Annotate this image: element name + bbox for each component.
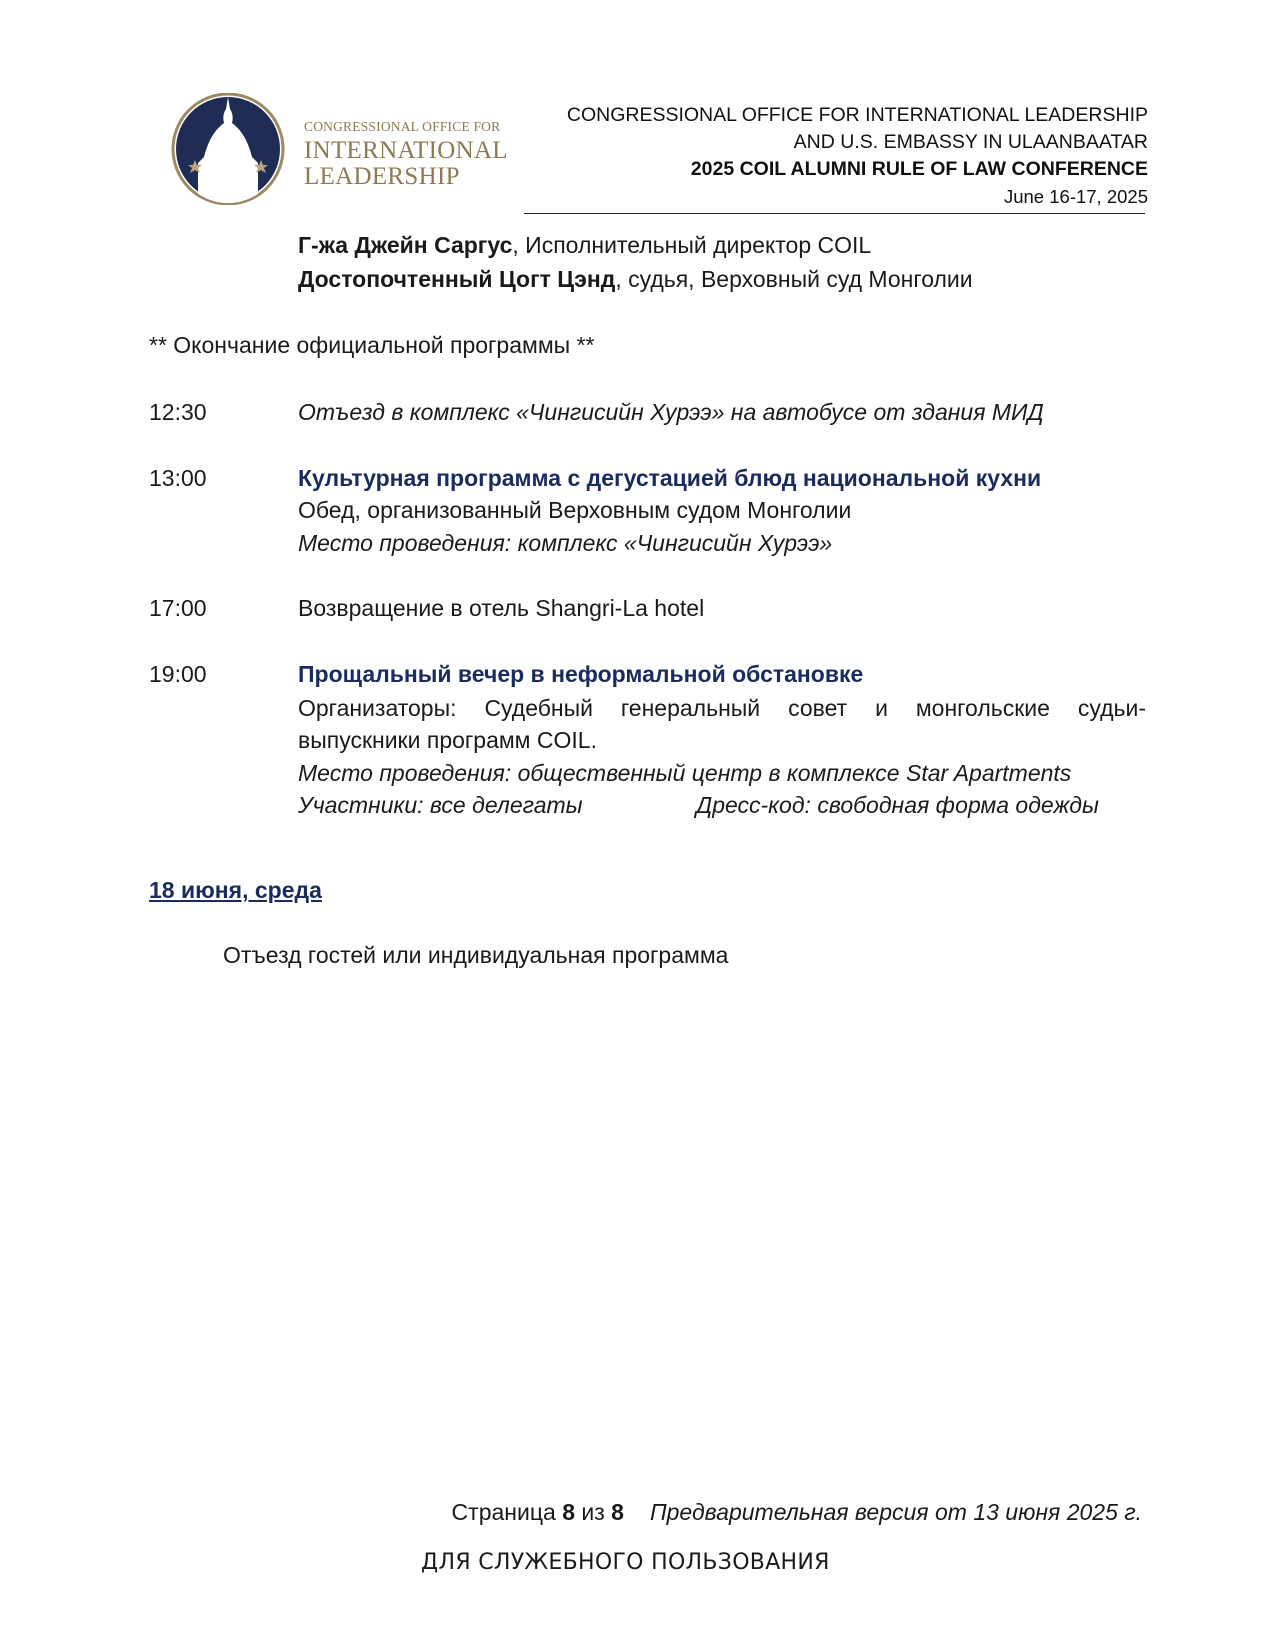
speaker-role: , судья, Верховный суд Монголии <box>615 266 973 292</box>
schedule-time: 12:30 <box>149 399 207 425</box>
header-conference-title: 2025 COIL ALUMNI RULE OF LAW CONFERENCE <box>690 158 1148 180</box>
schedule-departure-text: Отъезд в комплекс «Чингисийн Хурээ» на автобусе от здания МИД <box>298 399 1044 425</box>
schedule-dress-code: Дресс-код: свободная форма одежды <box>696 792 1099 818</box>
day-heading: 18 июня, среда <box>149 877 322 903</box>
schedule-event-line: Возвращение в отель Shangri-La hotel <box>298 595 705 621</box>
speaker-name: Г-жа Джейн Саргус <box>298 232 513 258</box>
draft-version: Предварительная версия от 13 июня 2025 г. <box>649 1499 1142 1525</box>
schedule-event-title: Прощальный вечер в неформальной обстановке <box>298 661 864 687</box>
schedule-event-title: Культурная программа с дегустацией блюд национальной кухни <box>298 465 1042 491</box>
logo-line-2: INTERNATIONAL <box>304 136 508 164</box>
of-word: из <box>581 1499 605 1525</box>
schedule-time: 17:00 <box>149 595 207 621</box>
header-divider <box>524 213 1145 214</box>
header-org-line-1: CONGRESSIONAL OFFICE FOR INTERNATIONAL LEADERSHIP <box>566 104 1148 126</box>
schedule-event-venue: Место проведения: комплекс «Чингисийн Хурээ» <box>298 530 833 556</box>
page-number: 8 <box>562 1499 575 1525</box>
page-word: Страница <box>451 1499 556 1525</box>
page-total: 8 <box>611 1499 624 1525</box>
schedule-event-venue: Место проведения: общественный центр в комплексе Star Apartments <box>298 760 1072 786</box>
day-program-text: Отъезд гостей или индивидуальная программа <box>223 942 729 968</box>
logo-line-1: CONGRESSIONAL OFFICE FOR <box>304 119 501 134</box>
speaker-role: , Исполнительный директор COIL <box>512 232 872 258</box>
speaker-line-2 <box>298 264 973 294</box>
schedule-organizers-line-2: выпускники программ COIL. <box>298 727 597 753</box>
schedule-time: 19:00 <box>149 661 207 687</box>
schedule-event-line: Обед, организованный Верховным судом Монголии <box>298 497 852 523</box>
end-of-program-note: ** Окончание официальной программы ** <box>149 332 595 358</box>
header-org-line-2: AND U.S. EMBASSY IN ULAANBAATAR <box>793 131 1148 153</box>
speaker-name: Достопочтенный Цогт Цэнд <box>298 266 616 292</box>
logo-line-3: LEADERSHIP <box>304 162 460 190</box>
header-dates: June 16-17, 2025 <box>1003 186 1148 207</box>
classification-marking: ДЛЯ СЛУЖЕБНОГО ПОЛЬЗОВАНИЯ <box>421 1550 830 1575</box>
schedule-organizers-line-1: Организаторы: Судебный генеральный совет и монгольские судьи- <box>298 695 1146 721</box>
footer-page-info <box>452 1499 1142 1526</box>
schedule-time: 13:00 <box>149 465 207 491</box>
speaker-line-1 <box>298 230 871 260</box>
capitol-dome-icon <box>168 93 308 205</box>
logo-wordmark <box>304 120 508 189</box>
schedule-participants: Участники: все делегаты <box>298 792 583 818</box>
